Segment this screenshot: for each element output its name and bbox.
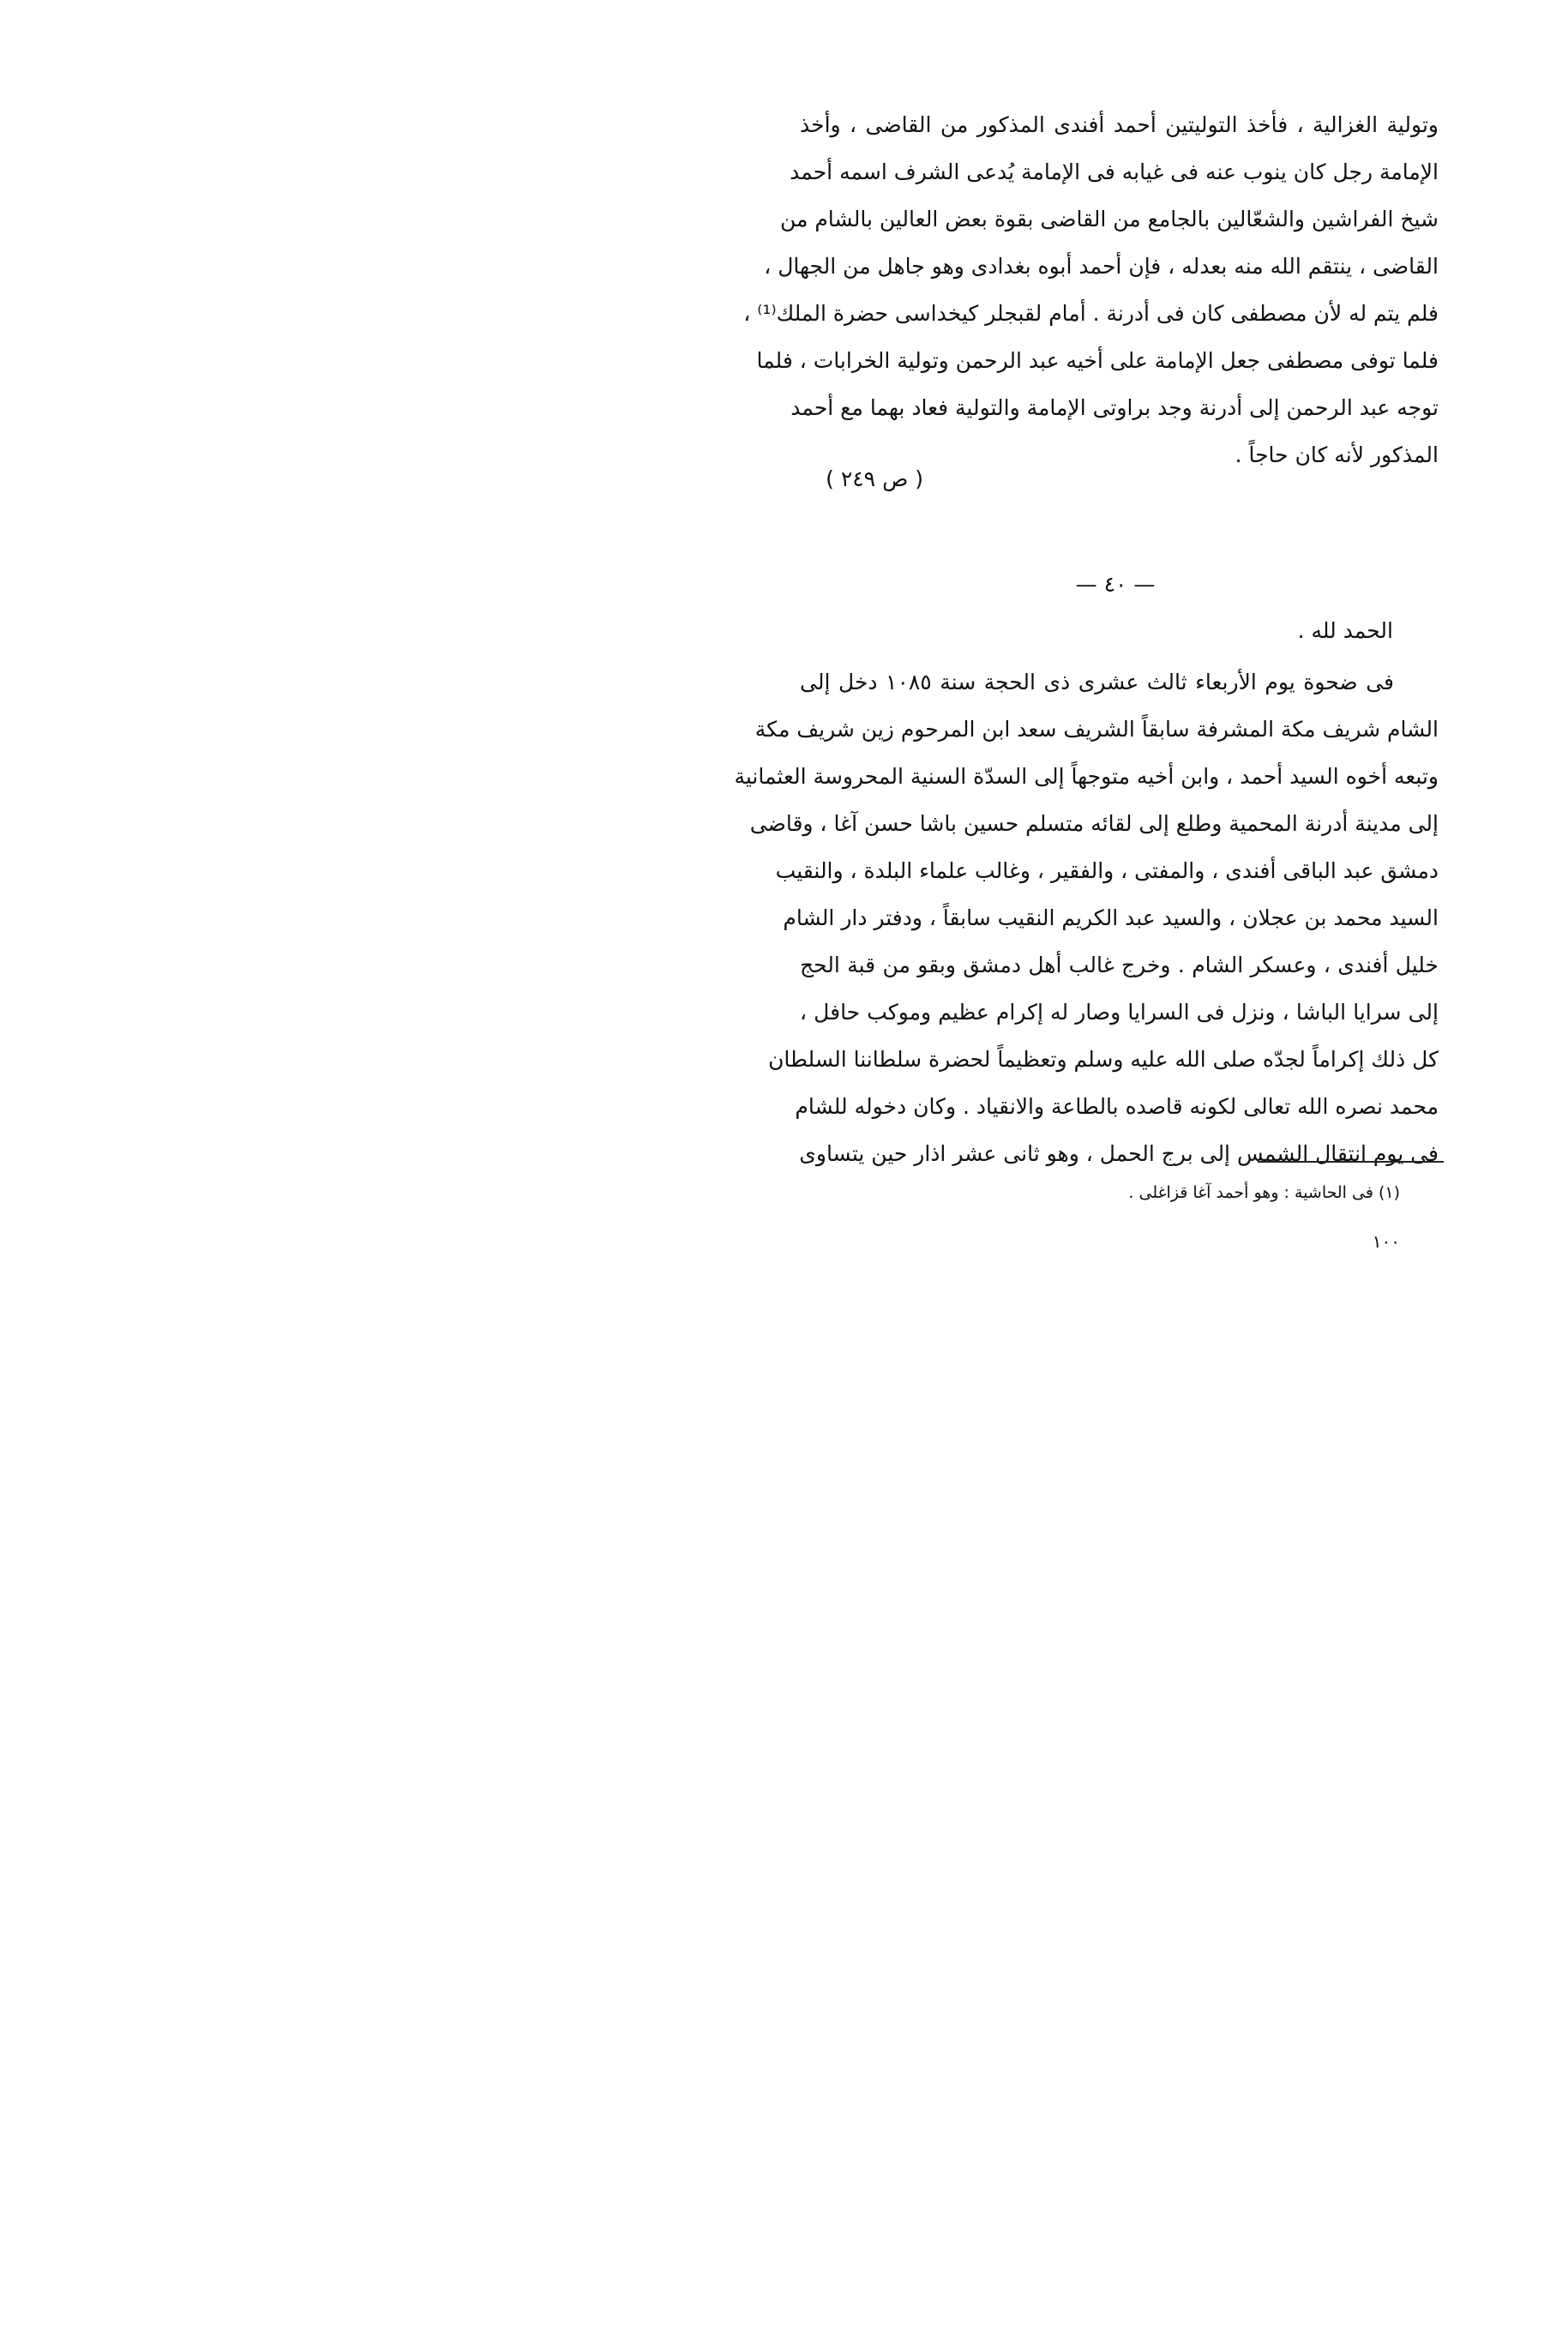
top-paragraph [743, 101, 1439, 478]
page-number: ١٠٠ [1372, 1231, 1400, 1252]
text-line: وتبعه أخوه السيد أحمد ، وابن أخيه متوجهاً إلى السدّة السنية المحروسة العثمانية [734, 764, 1439, 789]
opening-phrase: الحمد لله . [1297, 618, 1393, 643]
text-line: خليل أفندى ، وعسكر الشام . وخرج غالب أهل دمشق وبقو من قبة الحج [800, 953, 1439, 977]
footnote: (١) فى الحاشية : وهو أحمد آغا قزاغلى . [1128, 1183, 1400, 1202]
text-line: توجه عبد الرحمن إلى أدرنة وجد براوتى الإمامة والتولية فعاد بهما مع أحمد [790, 395, 1439, 420]
text-line: فى ضحوة يوم الأربعاء ثالث عشرى ذى الحجة سنة ١٠٨٥ دخل إلى [800, 670, 1394, 694]
text-line: الإمامة رجل كان ينوب عنه فى غيابه فى الإمامة يُدعى الشرف اسمه أحمد [790, 159, 1439, 184]
text-line: المذكور لأنه كان حاجاً . [1235, 442, 1439, 467]
text-line: دمشق عبد الباقى أفندى ، والمفتى ، والفقير ، وغالب علماء البلدة ، والنقيب [775, 858, 1439, 883]
text-line: إلى سرايا الباشا ، ونزل فى السرايا وصار له إكرام عظيم وموكب حافل ، [800, 1000, 1439, 1025]
text-line: إلى مدينة أدرنة المحمية وطلع إلى لقائه متسلم حسين باشا حسن آغا ، وقاضى [749, 811, 1439, 836]
text-line: محمد نصره الله تعالى لكونه قاصده بالطاعة والانقياد . وكان دخوله للشام [795, 1094, 1439, 1119]
main-paragraph [734, 658, 1439, 1177]
text-line: فلم يتم له لأن مصطفى كان فى أدرنة . أمام لقبجلر كيخداسى حضرة الملك⁽¹⁾ ، [743, 301, 1439, 326]
text-line: القاضى ، ينتقم الله منه بعدله ، فإن أحمد أبوه بغدادى وهو جاهل من الجهال ، [764, 254, 1439, 279]
page-reference: ( ص ٢٤٩ ) [826, 466, 923, 491]
document-page [663, 0, 1568, 1354]
text-line: السيد محمد بن عجلان ، والسيد عبد الكريم النقيب سابقاً ، ودفتر دار الشام [783, 905, 1439, 930]
entry-number: — ٤٠ — [1075, 572, 1156, 597]
footnote-divider [1258, 1161, 1444, 1163]
text-line: الشام شريف مكة المشرفة سابقاً الشريف سعد ابن المرحوم زين شريف مكة [754, 717, 1439, 742]
text-line: وتولية الغزالية ، فأخذ التوليتين أحمد أفندى المذكور من القاضى ، وأخذ [800, 112, 1439, 137]
text-line: شيخ الفراشين والشعّالين بالجامع من القاضى بقوة بعض العالين بالشام من [779, 207, 1439, 231]
text-line: فى يوم انتقال الشمس إلى برج الحمل ، وهو ثانى عشر اذار حين يتساوى [799, 1141, 1439, 1166]
text-line: فلما توفى مصطفى جعل الإمامة على أخيه عبد الرحمن وتولية الخرابات ، فلما [756, 348, 1439, 373]
text-line: كل ذلك إكراماً لجدّه صلى الله عليه وسلم وتعظيماً لحضرة سلطاننا السلطان [768, 1047, 1439, 1072]
